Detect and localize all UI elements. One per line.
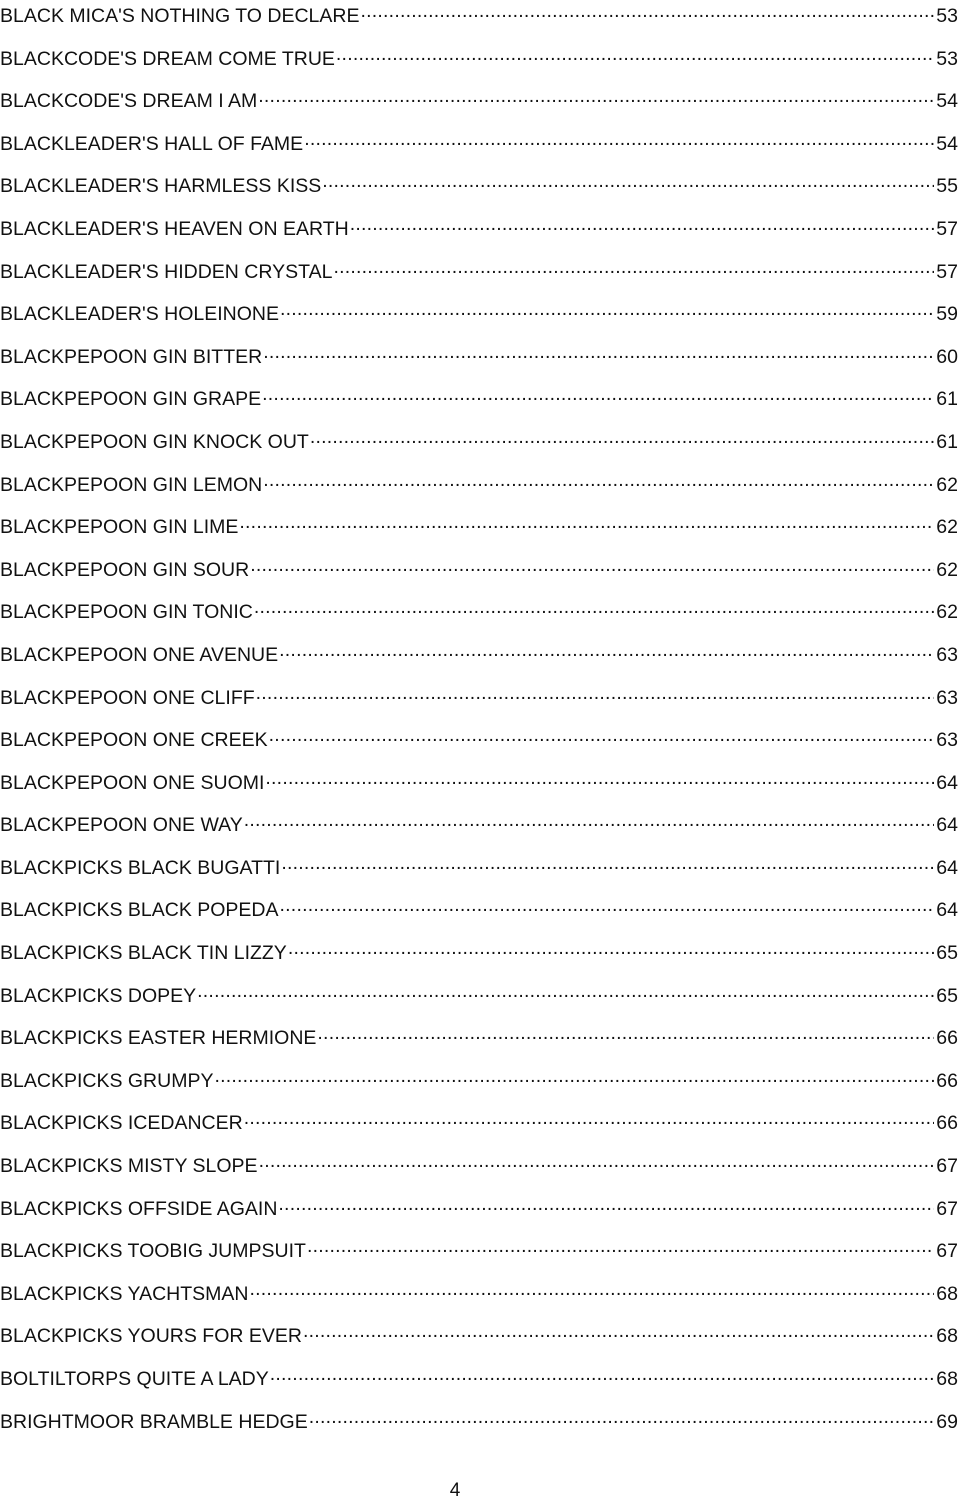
page-number: 4 <box>449 1480 461 1501</box>
dot-leader <box>350 213 935 235</box>
toc-entry-page: 61 <box>936 388 958 411</box>
toc-entry-page: 65 <box>936 942 958 965</box>
toc-entry-title: BLACKPEPOON GIN LIME <box>0 516 239 539</box>
toc-entry-title: BLACKPEPOON GIN KNOCK OUT <box>0 430 309 453</box>
dot-leader <box>336 43 934 65</box>
toc-entry-page: 57 <box>936 260 958 283</box>
toc-entry[interactable] <box>0 1320 958 1363</box>
dot-leader <box>310 426 934 448</box>
dot-leader <box>250 554 934 576</box>
toc-entry-title: BLACKPICKS YACHTSMAN <box>0 1282 249 1305</box>
toc-entry[interactable] <box>0 1235 958 1278</box>
toc-entry[interactable] <box>0 809 958 852</box>
dot-leader <box>322 170 934 192</box>
toc-entry-page: 59 <box>936 303 958 326</box>
toc-entry-page: 66 <box>936 1027 958 1050</box>
toc-entry[interactable] <box>0 1150 958 1193</box>
toc-entry[interactable] <box>0 0 958 43</box>
toc-entry-title: BLACKLEADER'S HOLEINONE <box>0 303 279 326</box>
toc-entry[interactable] <box>0 256 958 299</box>
toc-entry-page: 67 <box>936 1197 958 1220</box>
toc-entry[interactable] <box>0 128 958 171</box>
toc-entry-page: 62 <box>936 558 958 581</box>
toc-entry[interactable] <box>0 383 958 426</box>
dot-leader <box>269 724 935 746</box>
toc-entry-title: BLACKPEPOON ONE SUOMI <box>0 771 265 794</box>
toc-entry-title: BLACKPEPOON ONE CREEK <box>0 729 268 752</box>
dot-leader <box>317 1022 934 1044</box>
dot-leader <box>263 341 934 363</box>
toc-entry[interactable] <box>0 511 958 554</box>
dot-leader <box>304 128 934 150</box>
toc-entry-page: 67 <box>936 1155 958 1178</box>
dot-leader <box>244 809 935 831</box>
toc-entry-page: 54 <box>936 90 958 113</box>
toc-entry-title: BLACKPEPOON GIN LEMON <box>0 473 263 496</box>
toc-entry[interactable] <box>0 1193 958 1236</box>
toc-entry-page: 64 <box>936 856 958 879</box>
dot-leader <box>361 0 935 22</box>
toc-entry-title: BLACKPEPOON GIN SOUR <box>0 558 250 581</box>
toc-entry[interactable] <box>0 1278 958 1321</box>
dot-leader <box>197 980 934 1002</box>
toc-entry[interactable] <box>0 298 958 341</box>
dot-leader <box>280 894 935 916</box>
toc-entry[interactable] <box>0 170 958 213</box>
toc-entry-page: 68 <box>936 1325 958 1348</box>
toc-entry-title: BLACKPICKS DOPEY <box>0 984 197 1007</box>
toc-entry-title: BLACKLEADER'S HARMLESS KISS <box>0 175 322 198</box>
dot-leader <box>254 596 934 618</box>
toc-entry[interactable] <box>0 1065 958 1108</box>
dot-leader <box>239 511 934 533</box>
dot-leader <box>303 1320 934 1342</box>
toc-entry[interactable] <box>0 767 958 810</box>
toc-entry-page: 64 <box>936 814 958 837</box>
toc-entry-page: 57 <box>936 217 958 240</box>
dot-leader <box>333 256 934 278</box>
toc-entry[interactable] <box>0 596 958 639</box>
toc-entry[interactable] <box>0 639 958 682</box>
dot-leader <box>244 1107 935 1129</box>
toc-entry-title: BLACKPICKS BLACK POPEDA <box>0 899 279 922</box>
dot-leader <box>278 1193 934 1215</box>
dot-leader <box>263 469 934 491</box>
dot-leader <box>214 1065 934 1087</box>
dot-leader <box>265 767 934 789</box>
dot-leader <box>288 937 934 959</box>
toc-entry-title: BLACKPICKS YOURS FOR EVER <box>0 1325 302 1348</box>
toc-entry-page: 63 <box>936 643 958 666</box>
toc-entry-title: BLACKPEPOON ONE CLIFF <box>0 686 255 709</box>
toc-entry[interactable] <box>0 1363 958 1406</box>
toc-entry[interactable] <box>0 1107 958 1150</box>
toc-entry[interactable] <box>0 1022 958 1065</box>
toc-entry-title: BLACKPICKS EASTER HERMIONE <box>0 1027 317 1050</box>
toc-entry-title: BLACKLEADER'S HIDDEN CRYSTAL <box>0 260 333 283</box>
toc-entry[interactable] <box>0 852 958 895</box>
toc-entry-title: BLACKPEPOON GIN TONIC <box>0 601 253 624</box>
toc-entry-title: BLACKPICKS OFFSIDE AGAIN <box>0 1197 278 1220</box>
dot-leader <box>256 682 935 704</box>
toc-entry-page: 66 <box>936 1112 958 1135</box>
toc-entry[interactable] <box>0 341 958 384</box>
toc-entry-title: BLACKCODE'S DREAM COME TRUE <box>0 47 335 70</box>
toc-entry-title: BLACKPICKS GRUMPY <box>0 1069 214 1092</box>
toc-entry[interactable] <box>0 682 958 725</box>
toc-entry-page: 62 <box>936 516 958 539</box>
toc-entry[interactable] <box>0 1406 958 1449</box>
toc-entry-title: BLACKPICKS ICEDANCER <box>0 1112 243 1135</box>
toc-entry-title: BLACK MICA'S NOTHING TO DECLARE <box>0 5 360 27</box>
toc-entry[interactable] <box>0 426 958 469</box>
toc-entry-page: 69 <box>936 1410 958 1433</box>
toc-entry[interactable] <box>0 894 958 937</box>
toc-entry-page: 64 <box>936 771 958 794</box>
toc-entry-title: BLACKPEPOON GIN BITTER <box>0 345 263 368</box>
toc-entry-title: BLACKPICKS BLACK TIN LIZZY <box>0 942 287 965</box>
toc-entry[interactable] <box>0 554 958 597</box>
dot-leader <box>259 1150 935 1172</box>
dot-leader <box>262 383 934 405</box>
toc-entry-title: BLACKPEPOON ONE AVENUE <box>0 643 279 666</box>
toc-entry[interactable] <box>0 980 958 1023</box>
toc-entry-page: 64 <box>936 899 958 922</box>
toc-entry-title: BLACKPEPOON ONE WAY <box>0 814 243 837</box>
toc-entry-page: 53 <box>936 5 958 27</box>
toc-entry-page: 68 <box>936 1368 958 1390</box>
toc-entry-page: 55 <box>936 175 958 198</box>
toc-entry-page: 62 <box>936 473 958 496</box>
toc-entry-page: 60 <box>936 345 958 368</box>
toc-entry[interactable] <box>0 85 958 128</box>
toc-entry-page: 65 <box>936 984 958 1007</box>
toc-entry-page: 54 <box>936 132 958 155</box>
toc-entry-page: 62 <box>936 601 958 624</box>
toc-entry[interactable] <box>0 724 958 767</box>
toc-entry-title: BLACKLEADER'S HALL OF FAME <box>0 132 304 155</box>
dot-leader <box>309 1406 935 1428</box>
dot-leader <box>270 1363 935 1385</box>
toc-entry-page: 67 <box>936 1240 958 1263</box>
toc-entry-page: 66 <box>936 1069 958 1092</box>
toc-entry-title: BLACKCODE'S DREAM I AM <box>0 90 258 113</box>
dot-leader <box>280 298 934 320</box>
toc-entry-page: 68 <box>936 1282 958 1305</box>
toc-entry-title: BRIGHTMOOR BRAMBLE HEDGE <box>0 1410 308 1433</box>
toc-entry-title: BLACKPEPOON GIN GRAPE <box>0 388 262 411</box>
dot-leader <box>279 639 934 661</box>
toc-entry-page: 61 <box>936 430 958 453</box>
toc-entry[interactable] <box>0 937 958 980</box>
toc-entry-title: BLACKPICKS MISTY SLOPE <box>0 1155 258 1178</box>
dot-leader <box>258 85 934 107</box>
toc-entry-title: BLACKPICKS BLACK BUGATTI <box>0 856 281 879</box>
toc-entry-title: BLACKPICKS TOOBIG JUMPSUIT <box>0 1240 306 1263</box>
toc-entry-page: 53 <box>936 47 958 70</box>
dot-leader <box>250 1278 935 1300</box>
toc-entry[interactable] <box>0 213 958 256</box>
dot-leader <box>281 852 934 874</box>
dot-leader <box>307 1235 934 1257</box>
toc-entry-title: BOLTILTORPS QUITE A LADY <box>0 1368 269 1390</box>
toc-entry-page: 63 <box>936 686 958 709</box>
toc-entry[interactable] <box>0 469 958 512</box>
toc-entry[interactable] <box>0 43 958 86</box>
toc-entry-page: 63 <box>936 729 958 752</box>
toc-entry-title: BLACKLEADER'S HEAVEN ON EARTH <box>0 217 349 240</box>
